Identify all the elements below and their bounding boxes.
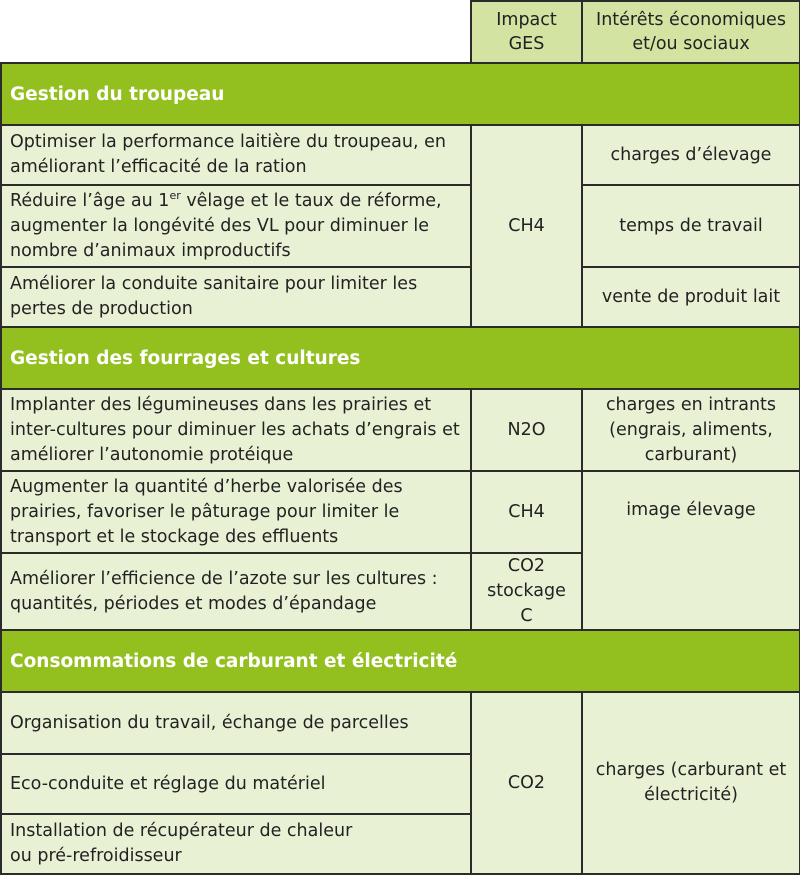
section-title: Gestion du troupeau xyxy=(1,63,800,125)
table-row xyxy=(1,692,800,754)
interest-cell: charges d’élevage xyxy=(582,125,800,185)
header-impact-line1: Impact xyxy=(496,10,557,30)
superscript: er xyxy=(169,188,181,202)
header-economic-interests xyxy=(582,1,800,63)
action-cell: Organisation du travail, échange de parcelles xyxy=(1,692,471,754)
table-row xyxy=(1,471,800,553)
table-row xyxy=(1,185,800,267)
action-cell: Optimiser la performance laitière du troupeau, en améliorant l’efficacité de la ration xyxy=(1,125,471,185)
table-header-row xyxy=(1,1,800,63)
section-header-fuel xyxy=(1,630,800,692)
action-line1: Installation de récupérateur de chaleur xyxy=(10,821,353,841)
interest-cell xyxy=(582,692,800,874)
section-header-herd xyxy=(1,63,800,125)
header-econ-line1: Intérêts économiques xyxy=(596,10,786,30)
action-cell: Améliorer l’efficience de l’azote sur les cultures : quantités, périodes et modes d’épandage xyxy=(1,553,471,630)
section-header-forage xyxy=(1,327,800,389)
action-cell xyxy=(1,185,471,267)
section-title: Gestion des fourrages et cultures xyxy=(1,327,800,389)
action-cell xyxy=(1,814,471,874)
action-cell: Implanter des légumineuses dans les prairies et inter-cultures pour diminuer les achats d’engrais et améliorer l’autonomie protéique xyxy=(1,389,471,471)
interest-line2: électricité) xyxy=(644,785,738,805)
action-text: vêlage et le taux de réforme, augmenter la longévité des VL pour diminuer le nombre d’animaux improductifs xyxy=(10,190,442,261)
interest-cell-shared: image élevage xyxy=(582,471,800,630)
impact-cell: N2O xyxy=(471,389,582,471)
action-line2: ou pré-refroidisseur xyxy=(10,846,182,866)
impact-cell: CH4 xyxy=(471,471,582,553)
header-impact-ges xyxy=(471,1,582,63)
impact-cell: CH4 xyxy=(471,125,582,327)
table-row xyxy=(1,125,800,185)
action-cell: Eco-conduite et réglage du matériel xyxy=(1,754,471,814)
impact-cell: CO2 xyxy=(471,692,582,874)
section-title: Consommations de carburant et électricité xyxy=(1,630,800,692)
impact-line2: stockage C xyxy=(487,581,566,626)
impact-line1: CO2 xyxy=(507,556,546,576)
header-blank-cell xyxy=(1,1,471,63)
header-econ-line2: et/ou sociaux xyxy=(632,34,750,54)
impact-cell xyxy=(471,553,582,630)
action-cell: Augmenter la quantité d’herbe valorisée des prairies, favoriser le pâturage pour limiter le transport et le stockage des effluents xyxy=(1,471,471,553)
interest-cell: temps de travail xyxy=(582,185,800,267)
interest-cell: vente de produit lait xyxy=(582,267,800,327)
action-text: Réduire l’âge au 1 xyxy=(10,190,170,211)
action-cell: Améliorer la conduite sanitaire pour limiter les pertes de production xyxy=(1,267,471,327)
header-impact-line2: GES xyxy=(508,34,545,54)
interest-line1: charges (carburant et xyxy=(595,760,787,780)
interest-cell: charges en intrants (engrais, aliments, carburant) xyxy=(582,389,800,471)
table-row xyxy=(1,389,800,471)
table-row xyxy=(1,267,800,327)
